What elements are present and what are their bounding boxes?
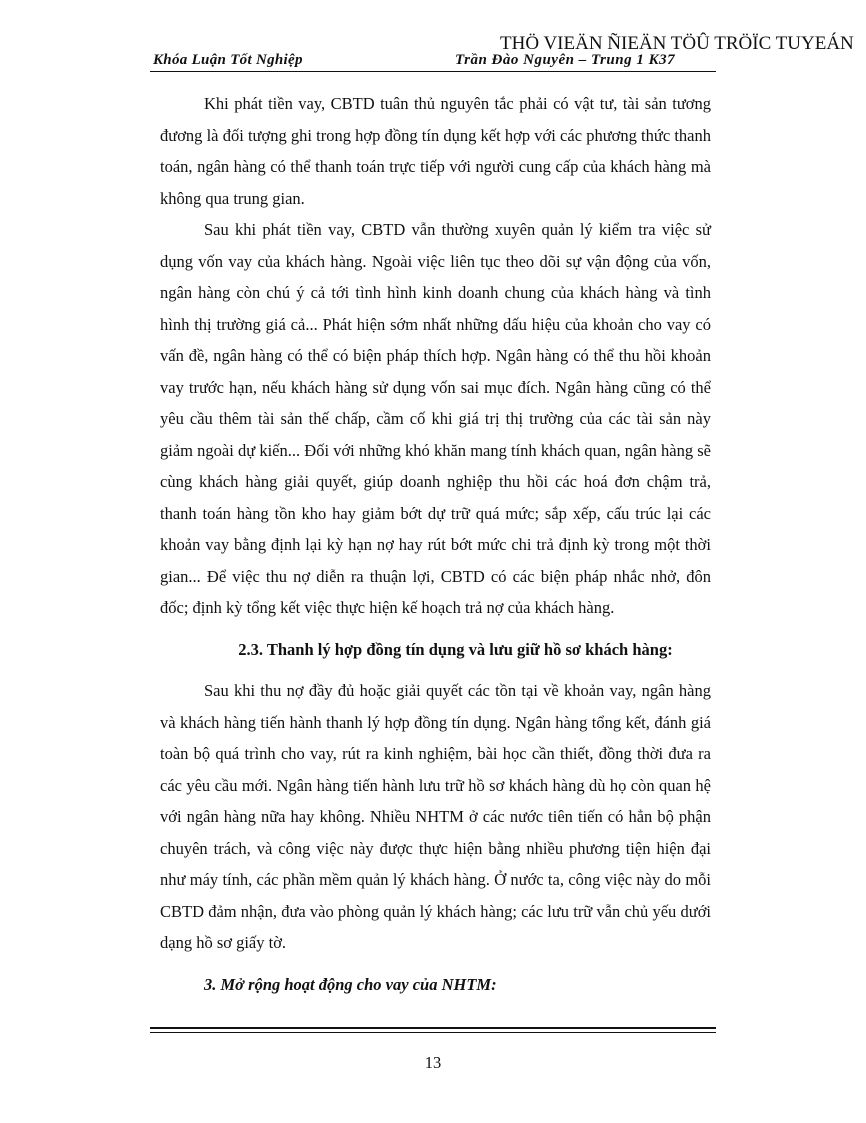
footer-divider-thick — [150, 1027, 716, 1029]
paragraph-loan-monitoring: Sau khi phát tiền vay, CBTD vẫn thường xuyên quản lý kiểm tra việc sử dụng vốn vay của khách hàng. Ngoài việc liên tục theo dõi sự vận động của vốn, ngân hàng còn chú ý cả tới tình hình kinh doanh chung của khách hàng và tình hình thị trường giá cả... Phát hiện sớm nhất những dấu hiệu của khoản cho vay có vấn đề, ngân hàng có thể có biện pháp thích hợp. Ngân hàng có thể thu hồi khoản vay trước hạn, nếu khách hàng sử dụng vốn sai mục đích. Ngân hàng cũng có thể yêu cầu thêm tài sản thế chấp, cầm cố khi giá trị thị trường của các tài sản này giảm ngoài dự kiến... Đối với những khó khăn mang tính khách quan, ngân hàng sẽ cùng khách hàng giải quyết, giúp doanh nghiệp thu hồi các hoá đơn chậm trả, thanh toán hàng tồn kho hay giảm bớt dự trữ quá mức; sắp xếp, cấu trúc lại các khoản vay bằng định lại kỳ hạn nợ hay rút bớt mức chi trả định kỳ trong một thời gian... Để việc thu nợ diễn ra thuận lợi, CBTD có các biện pháp nhắc nhở, đôn đốc; định kỳ tổng kết việc thực hiện kế hoạch trả nợ của khách hàng. — [160, 220, 711, 617]
header-divider — [150, 71, 716, 72]
page-number: 13 — [424, 1053, 442, 1072]
paragraph-disbursement: Khi phát tiền vay, CBTD tuân thủ nguyên tắc phải có vật tư, tài sản tương đương là đối tượng ghi trong hợp đồng tín dụng kết hợp với các phương thức thanh toán, ngân hàng có thể thanh toán trực tiếp với người cung cấp của khách hàng mà không qua trung gian. — [160, 94, 711, 208]
document-body — [160, 88, 711, 1000]
paragraph-contract-liquidation: Sau khi thu nợ đầy đủ hoặc giải quyết các tồn tại về khoản vay, ngân hàng và khách hàng tiến hành thanh lý hợp đồng tín dụng. Ngân hàng tổng kết, đánh giá toàn bộ quá trình cho vay, rút ra kinh nghiệm, bài học cần thiết, đồng thời đưa ra các yêu cầu mới. Ngân hàng tiến hành lưu trữ hồ sơ khách hàng dù họ còn quan hệ với ngân hàng nữa hay không. Nhiều NHTM ở các nước tiên tiến có hẳn bộ phận chuyên trách, và công việc này được thực hiện bằng nhiều phương tiện hiện đại như máy tính, các phần mềm quản lý khách hàng. Ở nước ta, công việc này do mỗi CBTD đảm nhận, đưa vào phòng quản lý khách hàng; các lưu trữ vẫn chủ yếu dưới dạng hồ sơ giấy tờ. — [160, 681, 711, 952]
header-thesis-title: Khóa Luận Tốt Nghiệp — [153, 52, 303, 68]
footer-divider-thin — [150, 1032, 716, 1033]
header-author: Trần Đào Nguyên – Trung 1 K37 — [455, 52, 676, 68]
section-heading-3: 3. Mở rộng hoạt động cho vay của NHTM: — [204, 974, 497, 994]
library-watermark: THÖ VIEÄN ÑIEÄN TÖÛ TRÖÏC TUYEÁN — [500, 33, 854, 54]
section-heading-2-3: 2.3. Thanh lý hợp đồng tín dụng và lưu giữ hồ sơ khách hàng: — [238, 639, 673, 659]
